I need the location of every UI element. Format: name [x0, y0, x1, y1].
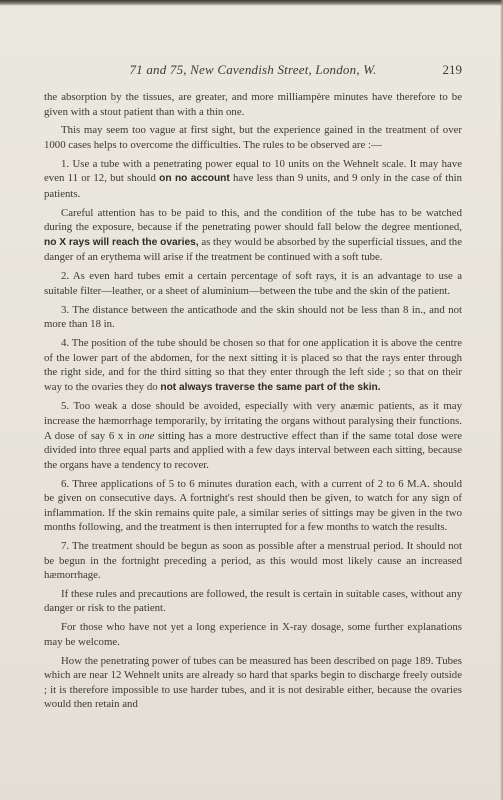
italic-text: one [138, 429, 155, 442]
emphasis-text: on no account [159, 173, 230, 185]
page-top-edge [0, 0, 503, 6]
paragraph-rule-6 [44, 477, 462, 535]
text-run: 2. As even hard tubes emit a certain percentage of soft rays, it is an advantage to use a suitable filter—leather, or a sheet of aluminium—between the tube and the skin of the patient. [44, 270, 462, 297]
paragraph-careful-attention [44, 206, 462, 265]
text-run: This may seem too vague at first sight, but the experience gained in the treatment of over 1000 cases helps to overcome the difficulties. The rules to be observed are :— [44, 124, 462, 151]
paragraph-result [44, 587, 462, 616]
text-run: the absorption by the tissues, are greater, and more milliampère minutes have therefore to be given with a stout patient than with a thin one. [44, 91, 462, 118]
text-run: 6. Three applications of 5 to 6 minutes duration each, with a current of 2 to 6 M.A. should be given on consecutive days. A fortnight's rest should then be given, to watch for any sign of inflammation. If the skin remains quite pale, a similar series of sittings may be given in the two months following, and the treatment is then interrupted for a few months to watch the results. [44, 477, 462, 534]
emphasis-text: no X rays will reach the ovaries, [44, 236, 199, 248]
paragraph-continuation [44, 90, 462, 119]
paragraph-penetrating-power [44, 654, 462, 712]
text-run: For those who have not yet a long experience in X-ray dosage, some further explanations may be welcome. [44, 621, 462, 648]
paragraph-rule-2 [44, 269, 462, 298]
text-run: Careful attention has to be paid to this, and the condition of the tube has to be watched during the exposure, because if the penetrating power should fall below the degree mentioned, [44, 206, 462, 234]
paragraph-rule-4 [44, 336, 462, 395]
page-header [44, 62, 462, 80]
paragraph-rule-3 [44, 303, 462, 332]
paragraph-rule-1 [44, 157, 462, 202]
text-run: have less than 9 units, and 9 only in the case of thin patients. [44, 172, 463, 200]
paragraph-intro-rules [44, 123, 462, 152]
page-number: 219 [442, 62, 462, 77]
text-run: If these rules and precautions are followed, the result is certain in suitable cases, without any danger or risk to the patient. [44, 587, 462, 615]
text-run: 1. Use a tube with a penetrating power equal to 10 units on the Wehnelt scale. It may have even 11 or 12, but should [44, 157, 462, 185]
text-run: 4. The position of the tube should be chosen so that for one application it is above the centre of the lower part of the abdomen, for the next sitting it is placed so that the rays enter through the right side, and for the third sitting so that they enter through the left side ; so that on their way to the ovaries they do [44, 336, 462, 393]
text-run: as they would be absorbed by the superficial tissues, and the danger of an erythema will arise if the treatment be continued with a soft tube. [44, 235, 463, 264]
paragraph-explanations [44, 620, 462, 649]
text-run: How the penetrating power of tubes can be measured has been described on page 189. Tubes which are near 12 Wehnelt units are already so hard that sparks begin to discharge freely outside ; it is therefore impossible to use harder tubes, and it is not desirable either, because the ovaries would then retain and [44, 654, 462, 711]
running-head: 71 and 75, New Cavendish Street, London, W. [129, 62, 377, 77]
paragraph-rule-7 [44, 539, 462, 583]
text-run: 7. The treatment should be begun as soon as possible after a menstrual period. It should not be begun in the fortnight preceding a period, as this would most likely cause an increased hæmorrhage. [44, 539, 462, 582]
text-run: 3. The distance between the anticathode and the skin should not be less than 8 in., and not more than 18 in. [44, 303, 462, 331]
emphasis-text: not always traverse the same part of the skin. [160, 381, 381, 393]
paragraph-rule-5 [44, 399, 462, 472]
text-run: sitting has a more destructive effect than if the same total dose were divided into three equal parts and applied with a few days interval between each sitting, because the organs have a tendency to recover. [44, 429, 462, 471]
body-text [44, 90, 462, 716]
text-run: 5. Too weak a dose should be avoided, especially with very anæmic patients, as it may increase the hæmorrhage temporarily, by irritating the organs without paralysing their functions. A dose of say 6 x in [44, 400, 462, 442]
